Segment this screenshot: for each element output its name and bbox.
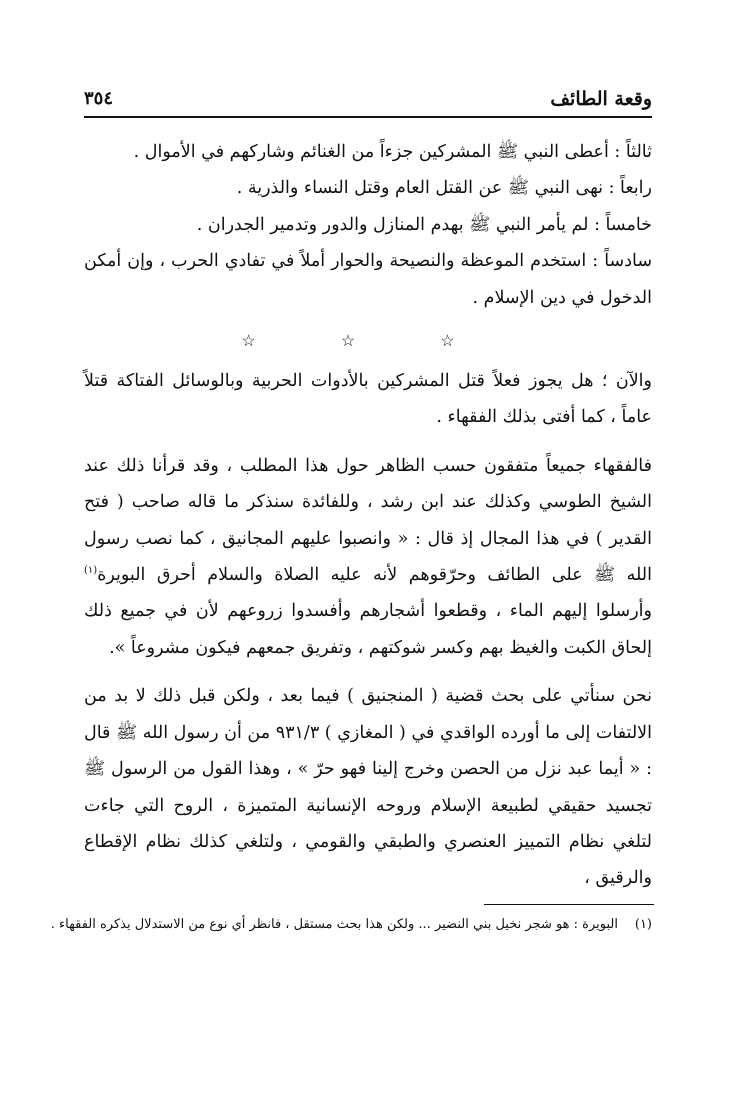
page-number: ٣٥٤ [84, 88, 114, 109]
list-item-sixth: سادساً : استخدم الموعظة والنصيحة والحوار أملاً في تفادي الحرب ، وإن أمكن الدخول في دين الإسلام . [84, 251, 652, 308]
list-item-fifth: خامساً : لم يأمر النبي ﷺ بهدم المنازل والدور وتدمير الجدران . [196, 214, 652, 235]
paragraph-jurists [84, 448, 652, 666]
paragraph-manjaniq: نحن سنأتي على بحث قضية ( المنجنيق ) فيما بعد ، ولكن قبل ذلك لا بد من الالتفات إلى ما أورده الواقدي في ( المغازي ) ٩٣١/٣ من أن رسول الله ﷺ قال : « أيما عبد نزل من الحصن وخرج إلينا فهو حرّ » ، وهذا القول من الرسول ﷺ تجسيد حقيقي لطبيعة الإسلام وروحه الإنسانية المتميزة ، الروح التي جاءت لتلغي نظام التمييز العنصري والطبقي والقومي ، ولتلغي كذلك نظام الإقطاع والرقيق ، [84, 686, 653, 889]
paragraph-jurists-text-b: وأرسلوا إليهم الماء ، وقطعوا أشجارهم وأفسدوا زروعهم لأن في جميع ذلك إلحاق الكبت والغيظ بهم وكسر شوكتهم ، وتفريق جمعهم فيكون مشروعاً ». [84, 601, 652, 658]
footnote-divider [484, 904, 654, 905]
list-item-fourth: رابعاً : نهى النبي ﷺ عن القتل العام وقتل النساء والذرية . [236, 178, 652, 199]
paragraph-gap [84, 666, 652, 678]
running-title: وقعة الطائف [550, 88, 652, 110]
section-separator: ☆ ☆ ☆ [241, 331, 495, 351]
list-item-third: ثالثاً : أعطى النبي ﷺ المشركين جزءاً من الغنائم وشاركهم في الأموال . [133, 142, 652, 162]
page-header [84, 80, 652, 118]
paragraph-jurists-text-a: فالفقهاء جميعاً متفقون حسب الظاهر حول هذا المطلب ، وقد قرأنا ذلك عند الشيخ الطوسي وكذلك عند ابن رشد ، وللفائدة سنذكر ما قاله صاحب ( فتح القدير ) في هذا المجال إذ قال : « وانصبوا عليهم المجانيق ، كما نصب رسول الله ﷺ على الطائف وحرّقوهم لأنه عليه الصلاة والسلام أحرق البويرة [84, 455, 652, 586]
footnote [40, 912, 652, 938]
footnote-marker: (١) [634, 917, 652, 932]
footnote-text: البويرة : هو شجر نخيل بني النضير ... ولكن هذا بحث مستقل ، فانظر أي نوع من الاستدلال يذكره الفقهاء . [50, 917, 618, 932]
paragraph-gap [84, 436, 652, 448]
footnote-reference[interactable]: (١) [84, 565, 98, 577]
page-body [84, 134, 652, 897]
paragraph-question: والآن ؛ هل يجوز فعلاً قتل المشركين بالأدوات الحربية وبالوسائل الفتاكة قتلاً عاماً ، كما أفتى بذلك الفقهاء . [84, 371, 652, 428]
